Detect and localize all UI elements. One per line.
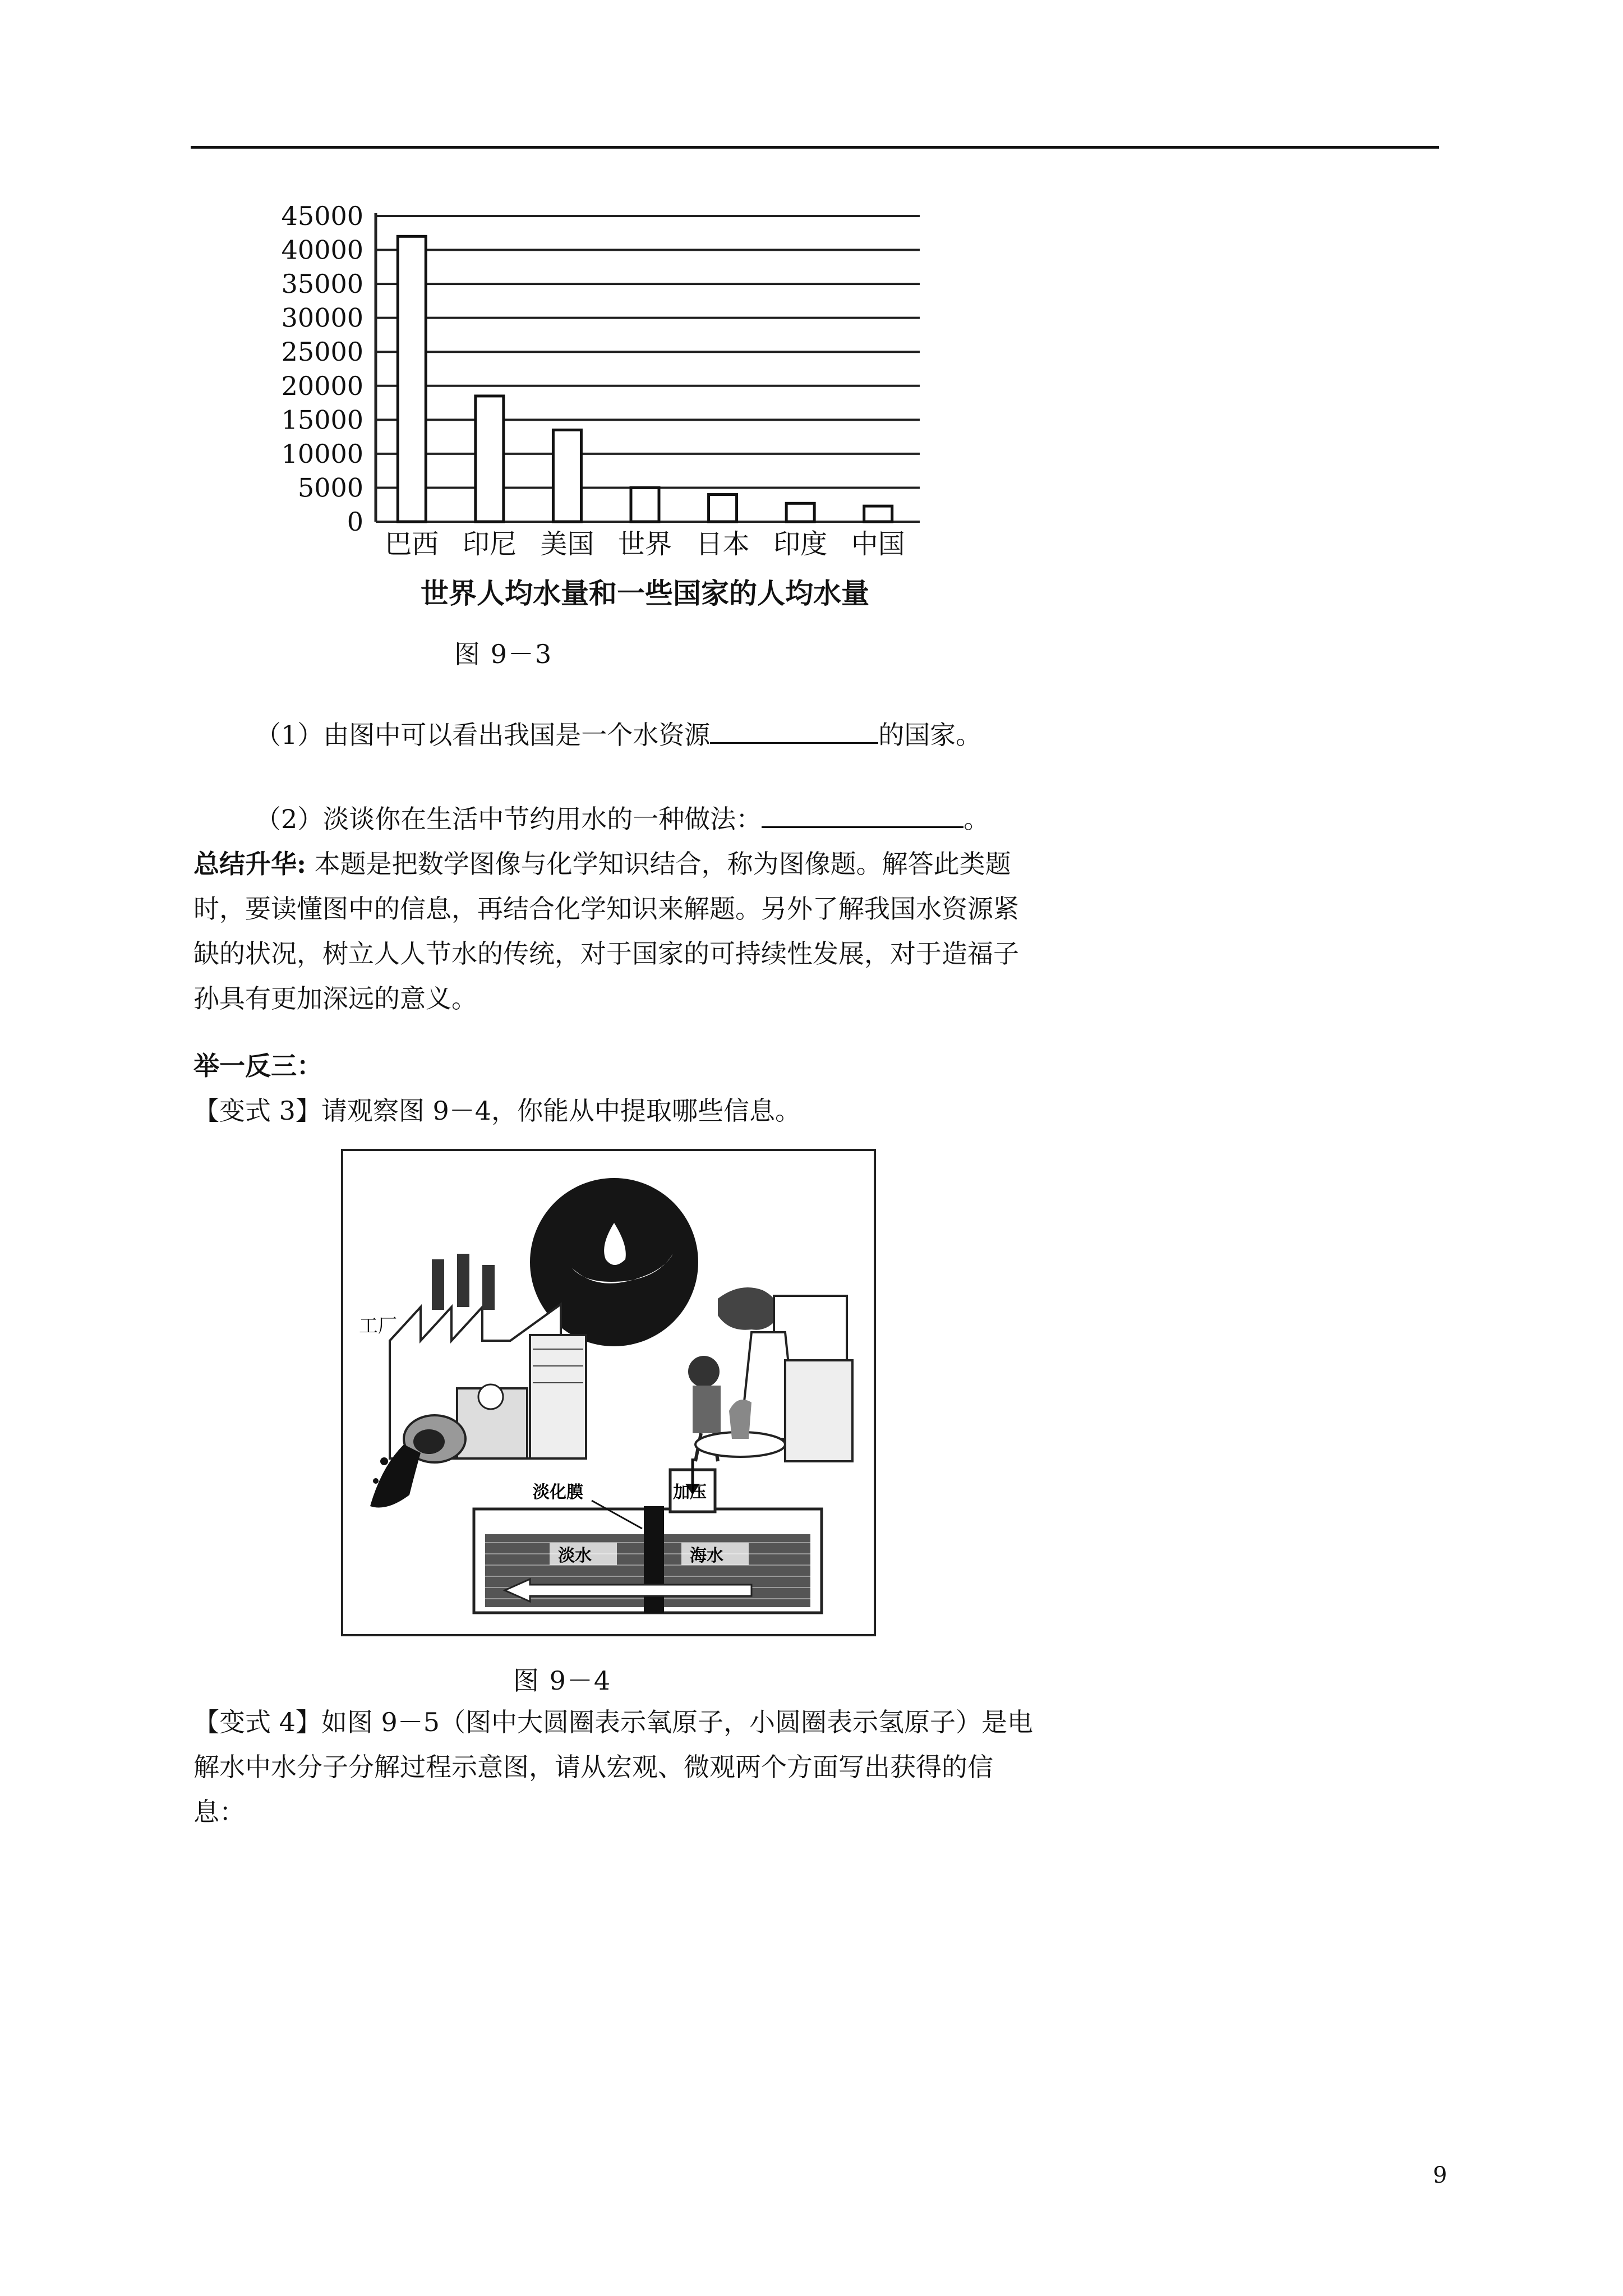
bar-印尼 <box>476 396 504 522</box>
x-tick-label: 印尼 <box>462 528 517 560</box>
question-1-blank[interactable] <box>710 716 878 744</box>
x-tick-label: 中国 <box>851 528 905 560</box>
question-2 <box>255 797 1096 841</box>
variant-3 <box>193 1088 1035 1133</box>
svg-text:淡化膜: 淡化膜 <box>533 1483 583 1502</box>
x-tick-label: 印度 <box>773 528 828 560</box>
summary-label: 总结升华 <box>193 849 297 879</box>
question-2-blank[interactable] <box>762 800 963 828</box>
header-rule <box>191 146 1439 149</box>
y-tick-label: 5000 <box>297 472 363 503</box>
extension-heading: 举一反三： <box>193 1051 322 1081</box>
question-2-prefix: （2）淡谈你在生活中节约用水的一种做法： <box>255 804 762 834</box>
y-tick-label: 30000 <box>281 302 363 333</box>
y-tick-label: 15000 <box>281 404 363 435</box>
question-1-suffix: 的国家。 <box>878 720 982 750</box>
y-tick-label: 0 <box>347 507 363 537</box>
svg-text:加压: 加压 <box>673 1483 707 1502</box>
y-tick-label: 45000 <box>281 201 363 231</box>
chart-svg <box>264 194 942 609</box>
summary-text: 本题是把数学图像与化学知识结合，称为图像题。解答此类题时，要读懂图中的信息，再结合化学知识来解题。另外了解我国水资源紧缺的状况，树立人人节水的传统，对于国家的可持续性发展，对于造福子孙具有更加深远的意义。 <box>193 849 1019 1014</box>
y-tick-label: 10000 <box>281 438 363 469</box>
figure-9-4-caption: 图 9－4 <box>513 1665 612 1696</box>
svg-text:海水: 海水 <box>690 1546 723 1566</box>
variant-3-text: 请观察图 9－4，你能从中提取哪些信息。 <box>321 1096 801 1126</box>
question-1 <box>255 712 1096 757</box>
bar-美国 <box>553 430 581 522</box>
x-tick-label: 日本 <box>695 528 750 560</box>
svg-text:淡水: 淡水 <box>558 1546 592 1566</box>
x-tick-label: 世界 <box>617 528 672 560</box>
y-tick-label: 25000 <box>281 337 363 367</box>
question-2-suffix: 。 <box>963 804 990 834</box>
y-tick-label: 35000 <box>281 269 363 300</box>
bar-印度 <box>786 503 814 522</box>
summary-paragraph: 总结升华: 本题是把数学图像与化学知识结合，称为图像题。解答此类题时，要读懂图中的信息，再结合化学知识来解题。另外了解我国水资源紧缺的状况，树立人人节水的传统，对于国家的可持续性发展，对于造福子孙具有更加深远的意义。 <box>193 849 1019 1014</box>
question-1-prefix: （1）由图中可以看出我国是一个水资源 <box>255 720 711 750</box>
figure-9-3-caption: 图 9－3 <box>454 639 553 669</box>
bar-巴西 <box>398 236 426 522</box>
figure-9-4-illustration <box>336 1147 880 1641</box>
variant-3-label: 【变式 3】 <box>193 1096 321 1126</box>
x-tick-label: 美国 <box>540 528 594 560</box>
variant-4-label: 【变式 4】 <box>193 1707 321 1737</box>
water-per-capita-chart <box>264 194 942 609</box>
y-tick-label: 20000 <box>281 370 363 401</box>
x-tick-label: 巴西 <box>385 528 439 560</box>
chart-title: 世界人均水量和一些国家的人均水量 <box>421 577 869 609</box>
variant-4 <box>193 1700 1035 1834</box>
bar-日本 <box>709 495 737 522</box>
y-tick-label: 40000 <box>281 234 363 265</box>
variant-4-text: 如图 9－5（图中大圆圈表示氧原子，小圆圈表示氢原子）是电解水中水分子分解过程示意图，请从宏观、微观两个方面写出获得的信息： <box>193 1707 1034 1827</box>
svg-text:工厂: 工厂 <box>359 1315 397 1337</box>
page-number: 9 <box>1433 2162 1447 2188</box>
bar-世界 <box>631 487 659 522</box>
bar-中国 <box>864 506 892 522</box>
